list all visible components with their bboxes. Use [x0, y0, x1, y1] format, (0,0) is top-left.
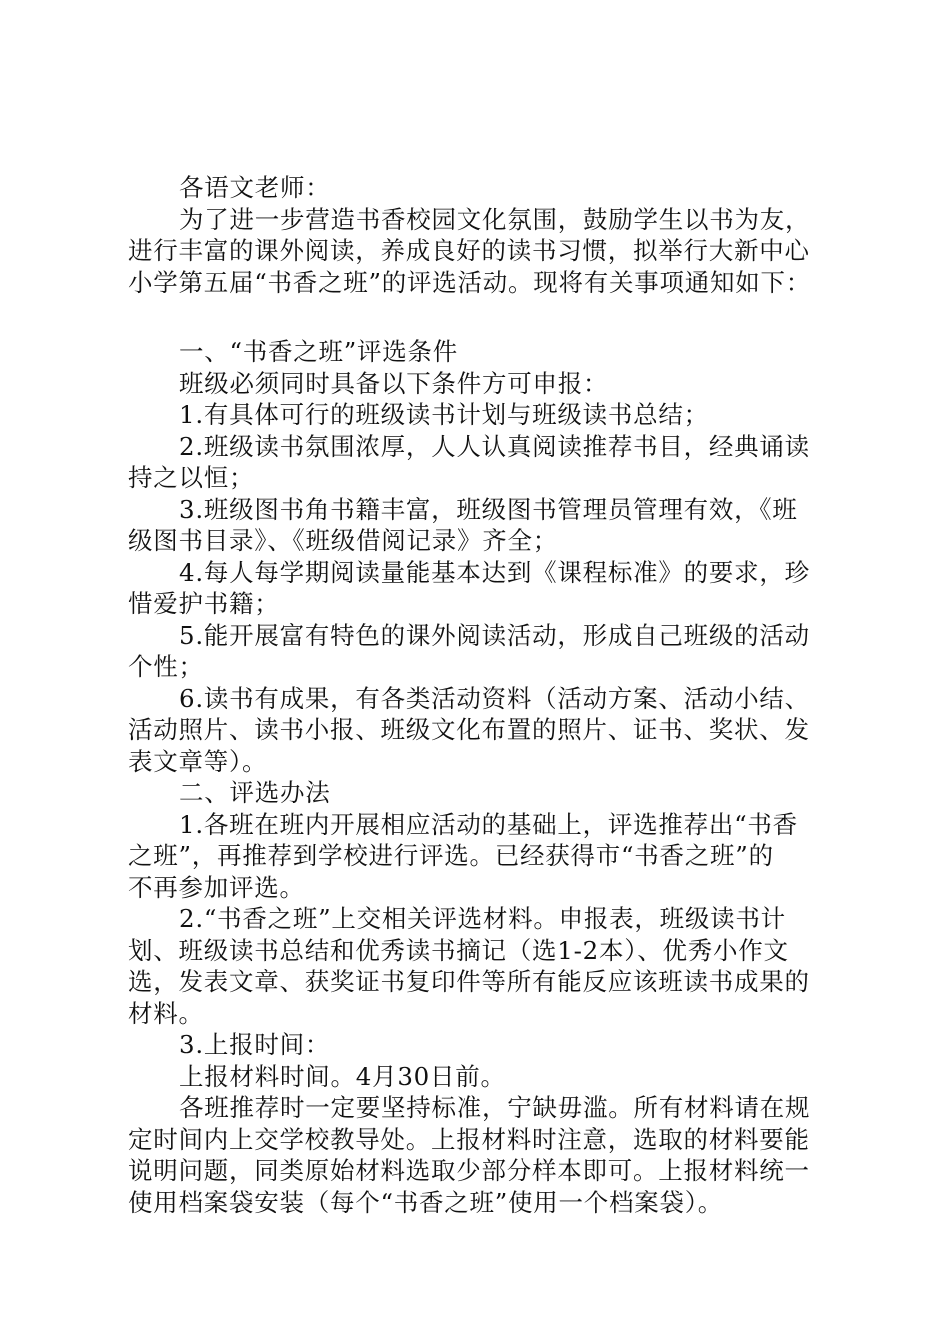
intro-line: 小学第五届“书香之班”的评选活动。现将有关事项通知如下： [128, 267, 812, 297]
closing-paragraph [128, 1092, 834, 1218]
document-body [128, 172, 834, 1218]
criteria-item-3-cont: 级图书目录》、《班级借阅记录》齐全； [128, 526, 558, 555]
intro-line: 进行丰富的课外阅读，养成良好的读书习惯，拟举行大新中心 [128, 236, 810, 265]
criteria-item-5-cont: 个性； [128, 652, 204, 681]
method-item-1-cont: 不再参加评选。 [128, 872, 305, 902]
section-method [128, 777, 834, 1092]
criteria-item-4-cont: 惜爱护书籍； [128, 589, 280, 618]
criteria-item-2-cont: 持之以恒； [128, 463, 255, 492]
criteria-item-6-cont: 活动照片、读书小报、班级文化布置的照片、证书、奖状、发 [128, 715, 810, 744]
salutation: 各语文老师： [179, 173, 331, 202]
criteria-item-1: 1.有具体可行的班级读书计划与班级读书总结； [179, 400, 709, 429]
closing-line: 说明问题，同类原始材料选取少部分样本即可。上报材料统一 [128, 1156, 810, 1185]
method-item-1: 1.各班在班内开展相应活动的基础上，评选推荐出“书香 [179, 809, 798, 839]
section-criteria [128, 336, 834, 777]
intro-line: 为了进一步营造书香校园文化氛围，鼓励学生以书为友， [179, 204, 811, 234]
method-item-2-cont: 材料。 [128, 998, 204, 1028]
intro-paragraph [128, 204, 834, 299]
criteria-item-5: 5.能开展富有特色的课外阅读活动，形成自己班级的活动 [179, 620, 810, 650]
report-time-heading: 3.上报时间： [179, 1030, 331, 1059]
paragraph-gap [128, 298, 834, 336]
method-item-2-cont: 划、班级读书总结和优秀读书摘记（选1-2本）、优秀小作文 [128, 935, 789, 965]
criteria-item-4: 4.每人每学期阅读量能基本达到《课程标准》的要求，珍 [179, 557, 810, 587]
method-item-1-cont: 之班”，再推荐到学校进行评选。已经获得市“书香之班”的 [128, 841, 774, 870]
report-time-text: 上报材料时间。4月30日前。 [179, 1061, 506, 1091]
criteria-item-2: 2.班级读书氛围浓厚，人人认真阅读推荐书目，经典诵读 [179, 431, 810, 461]
method-item-2: 2.“书香之班”上交相关评选材料。申报表，班级读书计 [179, 904, 786, 933]
criteria-item-6-cont: 表文章等）。 [128, 746, 268, 776]
section-heading: 二、评选办法 [179, 778, 331, 807]
closing-line: 定时间内上交学校教导处。上报材料时注意，选取的材料要能 [128, 1124, 810, 1154]
criteria-item-3: 3.班级图书角书籍丰富，班级图书管理员管理有效，《班 [179, 494, 798, 524]
closing-line: 各班推荐时一定要坚持标准，宁缺毋滥。所有材料请在规 [179, 1093, 811, 1122]
closing-line: 使用档案袋安装（每个“书香之班”使用一个档案袋）。 [128, 1187, 724, 1217]
section-heading: 一、“书香之班”评选条件 [179, 337, 459, 366]
method-item-2-cont: 选，发表文章、获奖证书复印件等所有能反应该班读书成果的 [128, 967, 810, 996]
criteria-item-6: 6.读书有成果，有各类活动资料（活动方案、活动小结、 [179, 683, 810, 713]
section-lead: 班级必须同时具备以下条件方可申报： [179, 368, 609, 398]
